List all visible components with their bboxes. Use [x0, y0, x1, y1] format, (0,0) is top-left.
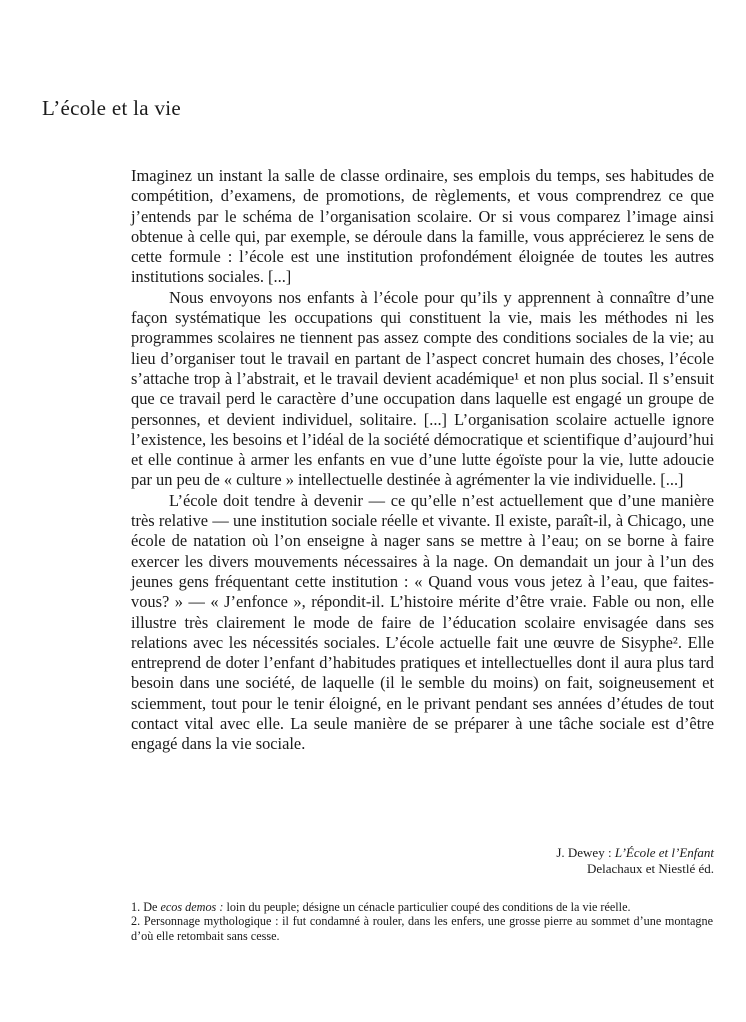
article-body — [131, 166, 714, 755]
footnote-number: 2. — [131, 914, 144, 929]
page-title: L’école et la vie — [42, 96, 182, 120]
footnote-prefix: De — [143, 900, 161, 914]
footnote-text: Personnage mythologique : il fut condamné à rouler, dans les enfers, une grosse pierre au sommet d’une montagne d’où elle retombait sans cesse. — [131, 914, 713, 943]
source-attribution — [556, 845, 714, 877]
footnote-number: 1. — [131, 900, 144, 914]
footnotes — [131, 900, 713, 943]
footnote — [131, 914, 713, 943]
footnote-term: ecos demos : — [160, 900, 224, 914]
attribution-citation — [556, 845, 714, 861]
attribution-author: J. Dewey : — [556, 845, 615, 860]
attribution-publisher: Delachaux et Niestlé éd. — [586, 861, 714, 876]
attribution-work: L’École et l’Enfant — [614, 845, 714, 860]
paragraph: L’école doit tendre à devenir — ce qu’elle n’est actuellement que d’une manière très relative — une institution sociale réelle et vivante. Il existe, paraît-il, à Chicago, une école de natation où l’on enseigne à nager sans se mettre à l’eau; on se borne à faire exercer les divers mouvements nécessaires à la nage. On demandait un jour à l’un des jeunes gens fréquentant cette institution : « Quand vous vous jetez à l’eau, que faites-vous? » — « J’enfonce », répondit-il. L’histoire mérite d’être vraie. Fable ou non, elle illustre très clairement le mode de faire de l’éducation scolaire envisagée dans ses relations avec les nécessités sociales. L’école actuelle fait une œuvre de Sisyphe². Elle entreprend de doter l’enfant d’habitudes pratiques et intellectuelles dont il aura plus tard besoin dans une société, de laquelle (il le semble du moins) on fait, soigneusement et sciemment, tout pour le tenir éloigné, en le privant pendant ses années d’études de tout contact vital avec elle. La seule manière de se préparer à une tâche sociale est d’être engagé dans la vie sociale. — [131, 490, 714, 754]
footnote — [131, 900, 713, 914]
paragraph: Imaginez un instant la salle de classe ordinaire, ses emplois du temps, ses habitudes de compétition, d’examens, de promotions, de règlements, et vous comprendrez ce que j’entends par le schéma de l’organisation scolaire. Or si vous comparez l’image ainsi obtenue à celle qui, par exemple, se déroule dans la famille, vous apprécierez le sens de cette formule : l’école est une institution profondément éloignée de toutes les autres institutions sociales. [...] — [131, 166, 714, 287]
footnote-text: loin du peuple; désigne un cénacle particulier coupé des conditions de la vie réelle. — [223, 900, 631, 914]
paragraph: Nous envoyons nos enfants à l’école pour qu’ils y apprennent à connaître d’une façon systématique les occupations qui constituent la vie, mais les méthodes ni les programmes scolaires ne tiennent pas assez compte des conditions sociales de la vie; au lieu d’organiser tout le travail en partant de l’aspect concret humain des choses, l’école s’attache trop à l’abstrait, et le travail devient académique¹ et non plus social. Il s’ensuit que ce travail perd le caractère d’une occupation dans laquelle est engagé un groupe de personnes, et devient individuel, solitaire. [...] L’organisation scolaire actuelle ignore l’existence, les besoins et l’idéal de la société démocratique et scientifique d’aujourd’hui et elle continue à armer les enfants en vue d’une lutte égoïste pour la vie, lutte adoucie par un peu de « culture » intellectuelle destinée à agrémenter la vie individuelle. [...] — [131, 287, 714, 490]
